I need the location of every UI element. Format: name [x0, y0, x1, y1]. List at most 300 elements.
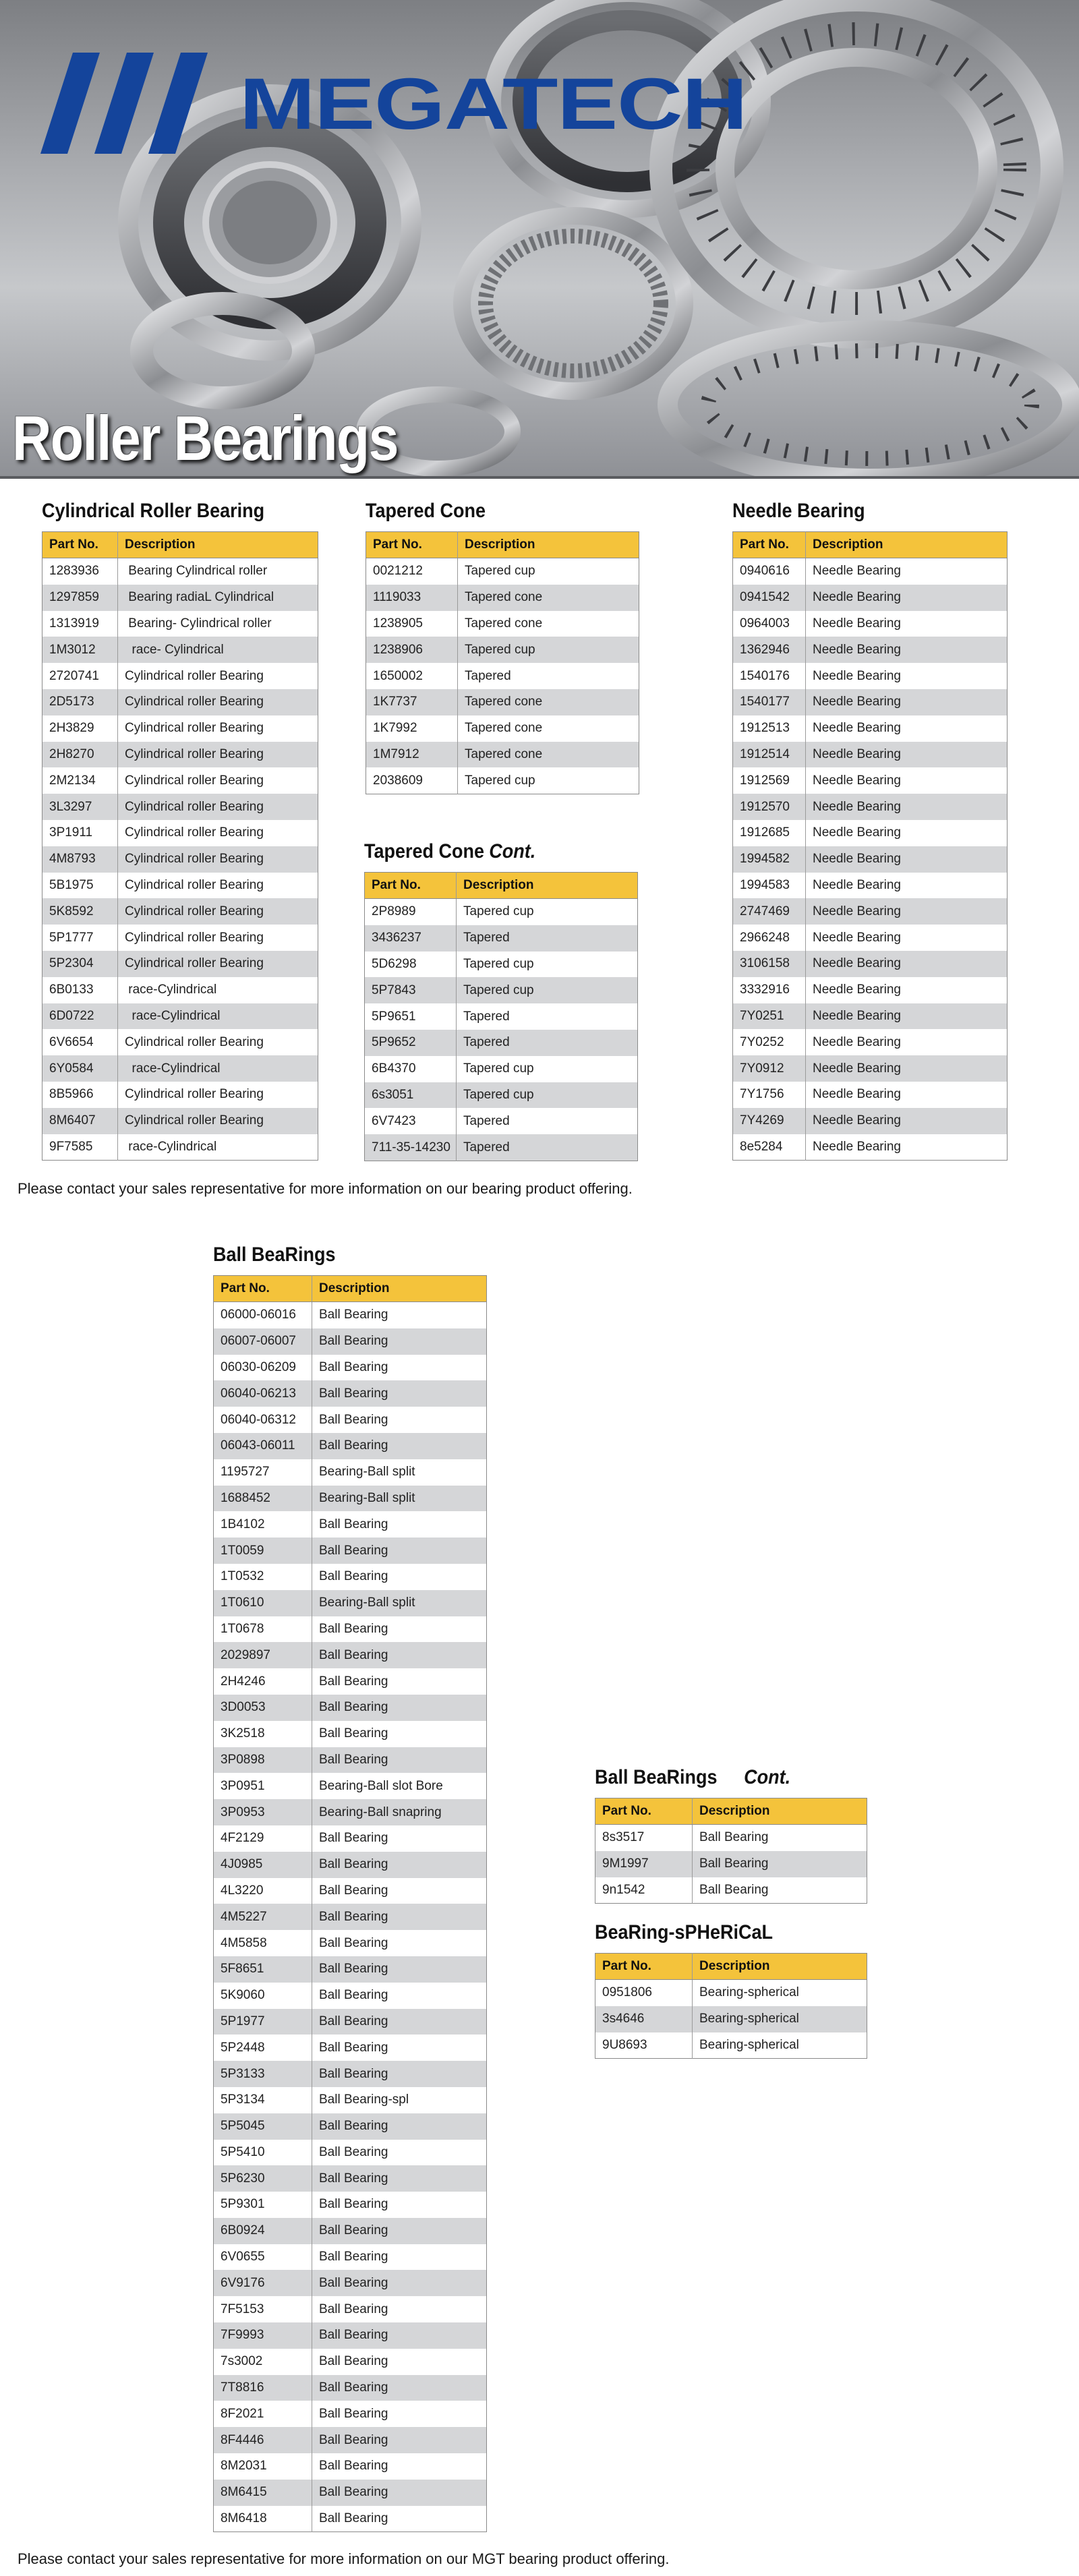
part-description: Bearing-Ball split: [312, 1459, 487, 1486]
part-description: Tapered cone: [458, 611, 639, 637]
part-description: race-Cylindrical: [118, 1055, 318, 1082]
table-row: [595, 1877, 867, 1904]
part-number: 5P1777: [42, 925, 118, 951]
table-row: [214, 2140, 487, 2166]
table-row: [214, 1380, 487, 1407]
column-description: Description: [457, 873, 638, 899]
part-number: 9n1542: [595, 1877, 693, 1904]
part-description: Needle Bearing: [806, 1134, 1008, 1161]
table-row: [214, 1328, 487, 1355]
column-part-no: Part No.: [42, 532, 118, 558]
column-description: Description: [118, 532, 318, 558]
part-number: 1912513: [733, 715, 806, 742]
table-row: [214, 2322, 487, 2349]
part-number: 9F7585: [42, 1134, 118, 1161]
part-number: 1540177: [733, 689, 806, 715]
table-row: [366, 689, 639, 715]
part-description: Ball Bearing: [312, 1642, 487, 1668]
part-number: 8M6418: [214, 2506, 312, 2532]
part-number: 1T0610: [214, 1590, 312, 1616]
table-header: [214, 1276, 487, 1302]
part-number: 2H8270: [42, 742, 118, 768]
part-number: 5P9651: [365, 1003, 457, 1030]
part-description: Cylindrical roller Bearing: [118, 873, 318, 899]
part-description: Ball Bearing: [312, 2009, 487, 2035]
part-number: 9M1997: [595, 1851, 693, 1877]
ball-cont-table: [595, 1798, 867, 1904]
section-title: Ball BeaRings: [213, 1243, 336, 1266]
table-row: [733, 846, 1008, 873]
part-number: 4M8793: [42, 846, 118, 873]
part-description: Tapered: [457, 1030, 638, 1056]
part-number: 7F9993: [214, 2322, 312, 2349]
part-number: 5K8592: [42, 898, 118, 925]
part-description: Bearing-Ball split: [312, 1590, 487, 1616]
part-description: Tapered cone: [458, 585, 639, 611]
table-row: [595, 2006, 867, 2032]
part-number: 3P0898: [214, 1747, 312, 1774]
table-row: [365, 925, 638, 952]
part-number: 7Y0251: [733, 1003, 806, 1030]
cylindrical-section: [42, 499, 318, 1161]
part-number: 5P5410: [214, 2140, 312, 2166]
part-number: 06007-06007: [214, 1328, 312, 1355]
part-description: Cylindrical roller Bearing: [118, 689, 318, 715]
table-row: [733, 585, 1008, 611]
part-description: Tapered cup: [458, 767, 639, 794]
part-number: 8s3517: [595, 1825, 693, 1851]
part-number: 1M3012: [42, 637, 118, 663]
part-description: Needle Bearing: [806, 611, 1008, 637]
table-row: [42, 1029, 318, 1055]
part-description: Needle Bearing: [806, 898, 1008, 925]
table-row: [214, 2401, 487, 2427]
part-number: 1994582: [733, 846, 806, 873]
part-description: Tapered cup: [458, 558, 639, 585]
part-number: 4L3220: [214, 1878, 312, 1904]
part-number: 1362946: [733, 637, 806, 663]
table-row: [42, 1055, 318, 1082]
table-row: [733, 820, 1008, 846]
part-description: Bearing- Cylindrical roller: [118, 611, 318, 637]
part-description: Bearing-spherical: [693, 2006, 867, 2032]
part-description: Ball Bearing: [312, 1721, 487, 1747]
part-number: 06040-06213: [214, 1380, 312, 1407]
table-row: [365, 1134, 638, 1161]
table-row: [214, 1642, 487, 1668]
part-description: Ball Bearing: [312, 1878, 487, 1904]
table-row: [214, 2244, 487, 2271]
part-number: 2H3829: [42, 715, 118, 742]
part-number: 7F5153: [214, 2296, 312, 2322]
part-description: Ball Bearing: [312, 2244, 487, 2271]
part-number: 0940616: [733, 558, 806, 585]
table-row: [214, 1511, 487, 1538]
ball-section: [213, 1243, 487, 2532]
table-row: [733, 1029, 1008, 1055]
part-number: 8M2031: [214, 2453, 312, 2480]
part-number: 7Y1756: [733, 1082, 806, 1108]
part-description: Bearing radiaL Cylindrical: [118, 585, 318, 611]
part-number: 06040-06312: [214, 1407, 312, 1433]
table-row: [214, 1486, 487, 1512]
part-description: Ball Bearing: [312, 1511, 487, 1538]
part-number: 1994583: [733, 873, 806, 899]
part-description: Bearing-Ball slot Bore: [312, 1773, 487, 1799]
table-row: [214, 2453, 487, 2480]
tapered-table: [366, 531, 639, 794]
part-description: Needle Bearing: [806, 1055, 1008, 1082]
table-row: [42, 873, 318, 899]
part-description: Cylindrical roller Bearing: [118, 663, 318, 689]
part-number: 1K7737: [366, 689, 458, 715]
tapered-section: [366, 499, 639, 794]
part-number: 06000-06016: [214, 1302, 312, 1328]
part-description: Ball Bearing: [693, 1825, 867, 1851]
part-number: 0951806: [595, 1980, 693, 2006]
part-number: 8B5966: [42, 1082, 118, 1108]
table-row: [214, 1930, 487, 1956]
table-row: [366, 715, 639, 742]
part-number: 1195727: [214, 1459, 312, 1486]
part-number: 1T0532: [214, 1564, 312, 1590]
part-number: 3L3297: [42, 794, 118, 820]
part-number: 3436237: [365, 925, 457, 952]
table-row: [365, 1030, 638, 1056]
table-row: [365, 1056, 638, 1082]
part-description: Ball Bearing: [312, 1616, 487, 1643]
part-description: Tapered: [458, 663, 639, 689]
part-description: Ball Bearing: [312, 1983, 487, 2009]
table-row: [214, 2375, 487, 2401]
part-description: Ball Bearing: [312, 2192, 487, 2218]
spherical-table: [595, 1953, 867, 2059]
part-number: 5P9652: [365, 1030, 457, 1056]
part-description: Ball Bearing: [312, 2401, 487, 2427]
part-number: 0941542: [733, 585, 806, 611]
part-description: Ball Bearing: [312, 2218, 487, 2244]
table-row: [42, 663, 318, 689]
table-row: [42, 794, 318, 820]
part-description: Tapered cone: [458, 689, 639, 715]
part-description: Cylindrical roller Bearing: [118, 898, 318, 925]
part-number: 5P5045: [214, 2113, 312, 2140]
part-description: Tapered cup: [457, 952, 638, 978]
table-row: [42, 558, 318, 585]
table-row: [214, 1852, 487, 1878]
part-description: Tapered: [457, 925, 638, 952]
table-row: [733, 1134, 1008, 1161]
part-description: Ball Bearing: [312, 1747, 487, 1774]
table-row: [365, 1108, 638, 1134]
divider: [0, 476, 1079, 479]
megatech-logo: [40, 53, 747, 154]
table-row: [42, 846, 318, 873]
table-row: [733, 977, 1008, 1003]
table-row: [42, 1003, 318, 1030]
part-number: 5D6298: [365, 952, 457, 978]
part-number: 1912514: [733, 742, 806, 768]
table-row: [733, 1082, 1008, 1108]
part-description: Needle Bearing: [806, 1082, 1008, 1108]
part-description: Bearing Cylindrical roller: [118, 558, 318, 585]
table-row: [733, 715, 1008, 742]
part-description: Needle Bearing: [806, 873, 1008, 899]
part-number: 6B4370: [365, 1056, 457, 1082]
part-number: 7Y0252: [733, 1029, 806, 1055]
table-row: [733, 1108, 1008, 1134]
part-number: 2720741: [42, 663, 118, 689]
part-number: 6D0722: [42, 1003, 118, 1030]
part-description: Cylindrical roller Bearing: [118, 820, 318, 846]
part-number: 1912685: [733, 820, 806, 846]
table-row: [214, 2480, 487, 2506]
part-description: Ball Bearing: [312, 2061, 487, 2087]
part-description: Cylindrical roller Bearing: [118, 1082, 318, 1108]
part-description: race-Cylindrical: [118, 1134, 318, 1161]
table-row: [365, 977, 638, 1003]
part-description: Ball Bearing: [312, 2165, 487, 2192]
column-part-no: Part No.: [595, 1954, 693, 1980]
table-row: [214, 1983, 487, 2009]
table-row: [733, 925, 1008, 951]
part-number: 4F2129: [214, 1825, 312, 1852]
table-row: [214, 1590, 487, 1616]
brand-name: MEGATECH: [239, 62, 747, 144]
table-row: [214, 2192, 487, 2218]
part-description: Tapered cone: [458, 742, 639, 768]
table-row: [42, 715, 318, 742]
table-row: [733, 767, 1008, 794]
part-description: Tapered: [457, 1003, 638, 1030]
part-description: Needle Bearing: [806, 715, 1008, 742]
part-number: 1297859: [42, 585, 118, 611]
table-row: [42, 925, 318, 951]
section-title: [595, 1765, 840, 1790]
table-row: [214, 1956, 487, 1983]
table-row: [214, 2296, 487, 2322]
part-description: Needle Bearing: [806, 951, 1008, 977]
part-number: 1T0678: [214, 1616, 312, 1643]
part-number: 5P3133: [214, 2061, 312, 2087]
tapered-cont-section: [364, 840, 638, 1161]
table-row: [42, 637, 318, 663]
table-row: [366, 663, 639, 689]
part-description: Cylindrical roller Bearing: [118, 1108, 318, 1134]
table-row: [365, 952, 638, 978]
part-number: 1540176: [733, 663, 806, 689]
table-row: [733, 742, 1008, 768]
table-row: [214, 1721, 487, 1747]
part-number: 7s3002: [214, 2349, 312, 2375]
part-number: 3332916: [733, 977, 806, 1003]
part-description: Ball Bearing: [312, 1930, 487, 1956]
part-number: 4J0985: [214, 1852, 312, 1878]
part-number: 1T0059: [214, 1538, 312, 1564]
table-row: [42, 1108, 318, 1134]
part-number: 2H4246: [214, 1668, 312, 1695]
part-number: 711-35-14230: [365, 1134, 457, 1161]
part-description: Needle Bearing: [806, 977, 1008, 1003]
table-row: [214, 1407, 487, 1433]
part-number: 1912570: [733, 794, 806, 820]
part-description: Ball Bearing: [312, 2453, 487, 2480]
part-number: 5P2304: [42, 951, 118, 977]
part-description: Tapered: [457, 1134, 638, 1161]
table-row: [595, 1851, 867, 1877]
part-number: 1119033: [366, 585, 458, 611]
part-number: 5F8651: [214, 1956, 312, 1983]
table-row: [42, 767, 318, 794]
part-number: 6V6654: [42, 1029, 118, 1055]
part-description: Needle Bearing: [806, 925, 1008, 951]
part-number: 3P1911: [42, 820, 118, 846]
table-row: [366, 637, 639, 663]
table-row: [42, 977, 318, 1003]
table-row: [733, 558, 1008, 585]
part-description: Needle Bearing: [806, 637, 1008, 663]
table-row: [214, 2349, 487, 2375]
table-row: [42, 689, 318, 715]
part-number: 1650002: [366, 663, 458, 689]
table-row: [733, 898, 1008, 925]
part-number: 3s4646: [595, 2006, 693, 2032]
part-number: 06043-06011: [214, 1433, 312, 1459]
part-number: 06030-06209: [214, 1355, 312, 1381]
part-number: 8F2021: [214, 2401, 312, 2427]
table-row: [365, 1082, 638, 1109]
table-row: [733, 1003, 1008, 1030]
part-description: Ball Bearing: [312, 1380, 487, 1407]
part-description: Cylindrical roller Bearing: [118, 767, 318, 794]
part-description: Cylindrical roller Bearing: [118, 951, 318, 977]
table-row: [42, 898, 318, 925]
part-description: Needle Bearing: [806, 820, 1008, 846]
contact-note: Please contact your sales representative for more information on our bearing product offering.: [18, 1180, 633, 1197]
part-description: Ball Bearing: [312, 2427, 487, 2453]
part-description: Ball Bearing: [693, 1851, 867, 1877]
table-row: [214, 1564, 487, 1590]
part-description: Ball Bearing: [312, 2113, 487, 2140]
logo-stripes-icon: [40, 53, 209, 154]
part-description: Cylindrical roller Bearing: [118, 846, 318, 873]
part-description: Tapered cup: [458, 637, 639, 663]
part-number: 9U8693: [595, 2032, 693, 2059]
table-row: [42, 1082, 318, 1108]
section-title-text: Tapered Cone: [364, 840, 485, 862]
table-row: [214, 2218, 487, 2244]
table-row: [366, 585, 639, 611]
table-row: [595, 1825, 867, 1851]
part-description: Bearing-spherical: [693, 1980, 867, 2006]
part-description: Cylindrical roller Bearing: [118, 1029, 318, 1055]
part-description: Needle Bearing: [806, 689, 1008, 715]
part-number: 2M2134: [42, 767, 118, 794]
part-description: Ball Bearing: [312, 1407, 487, 1433]
table-row: [42, 820, 318, 846]
part-description: Bearing-Ball snapring: [312, 1799, 487, 1825]
part-description: Ball Bearing: [312, 2349, 487, 2375]
ball-table: [213, 1275, 487, 2532]
part-description: Needle Bearing: [806, 663, 1008, 689]
table-header: [42, 532, 318, 558]
part-number: 4M5227: [214, 1904, 312, 1930]
part-number: 0021212: [366, 558, 458, 585]
part-number: 5P3134: [214, 2087, 312, 2113]
column-part-no: Part No.: [365, 873, 457, 899]
ball-cont-section: [595, 1765, 867, 1904]
part-number: 2D5173: [42, 689, 118, 715]
part-description: Ball Bearing: [312, 2375, 487, 2401]
part-number: 5P7843: [365, 977, 457, 1003]
part-number: 2747469: [733, 898, 806, 925]
part-description: Ball Bearing: [312, 1668, 487, 1695]
part-description: Ball Bearing: [312, 2296, 487, 2322]
part-number: 1K7992: [366, 715, 458, 742]
part-number: 1B4102: [214, 1511, 312, 1538]
table-row: [366, 558, 639, 585]
table-row: [214, 1904, 487, 1930]
table-row: [214, 2270, 487, 2296]
part-description: Tapered cone: [458, 715, 639, 742]
table-row: [733, 794, 1008, 820]
part-description: Needle Bearing: [806, 846, 1008, 873]
needle-section: [732, 499, 1008, 1161]
part-description: Bearing-Ball split: [312, 1486, 487, 1512]
part-number: 2P8989: [365, 899, 457, 925]
part-number: 6Y0584: [42, 1055, 118, 1082]
cont-label: Cont.: [744, 1766, 791, 1788]
part-description: Cylindrical roller Bearing: [118, 925, 318, 951]
table-header: [595, 1954, 867, 1980]
part-number: 2029897: [214, 1642, 312, 1668]
part-description: Needle Bearing: [806, 767, 1008, 794]
table-header: [595, 1798, 867, 1825]
table-row: [214, 1825, 487, 1852]
column-description: Description: [312, 1276, 487, 1302]
part-description: Ball Bearing: [312, 1302, 487, 1328]
part-number: 0964003: [733, 611, 806, 637]
part-number: 6V9176: [214, 2270, 312, 2296]
column-description: Description: [806, 532, 1008, 558]
part-number: 1M7912: [366, 742, 458, 768]
part-description: Tapered cup: [457, 977, 638, 1003]
part-description: Tapered cup: [457, 899, 638, 925]
part-description: Ball Bearing: [312, 1538, 487, 1564]
table-header: [366, 532, 639, 558]
part-number: 1238906: [366, 637, 458, 663]
part-description: Needle Bearing: [806, 742, 1008, 768]
part-description: Needle Bearing: [806, 558, 1008, 585]
part-description: Tapered cup: [457, 1082, 638, 1109]
part-number: 6B0924: [214, 2218, 312, 2244]
table-row: [214, 1355, 487, 1381]
table-row: [42, 1134, 318, 1161]
part-number: 3P0953: [214, 1799, 312, 1825]
section-title: Needle Bearing: [732, 500, 865, 522]
part-description: Ball Bearing: [312, 1904, 487, 1930]
part-number: 3P0951: [214, 1773, 312, 1799]
part-number: 8M6415: [214, 2480, 312, 2506]
table-row: [214, 1302, 487, 1328]
part-number: 1238905: [366, 611, 458, 637]
part-number: 4M5858: [214, 1930, 312, 1956]
table-row: [214, 1433, 487, 1459]
contact-note-mgt: Please contact your sales representative for more information on our MGT bearing product offering.: [18, 2550, 670, 2567]
table-row: [733, 689, 1008, 715]
cont-label: Cont.: [489, 840, 536, 862]
table-row: [733, 951, 1008, 977]
